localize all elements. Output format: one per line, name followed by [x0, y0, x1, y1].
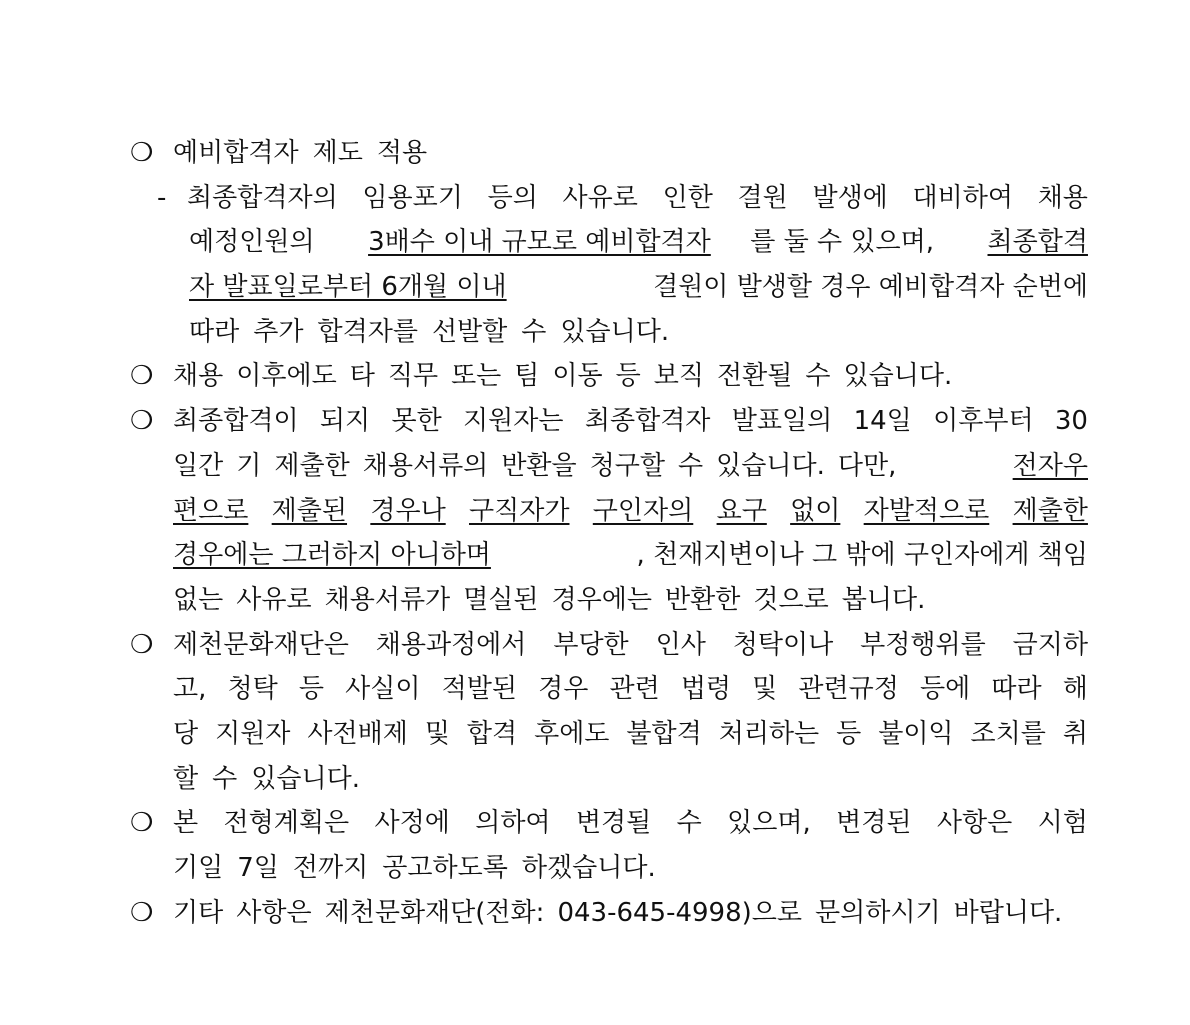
- word: 따라: [991, 674, 1042, 705]
- word: 당: [173, 718, 199, 749]
- word: 제출한: [274, 450, 350, 481]
- word: 최종합격이: [173, 406, 299, 437]
- word: 고,: [173, 674, 207, 705]
- sec1-text-4: [189, 310, 669, 355]
- word: 수: [521, 316, 547, 347]
- bullet-icon: ❍: [130, 897, 154, 928]
- word: 할: [173, 763, 199, 794]
- sec3-text-2: [173, 444, 1088, 489]
- word: 30: [1054, 406, 1088, 437]
- word: 해: [1062, 674, 1088, 705]
- sec1-underline-3: 자 발표일로부터 6개월 이내: [189, 272, 507, 303]
- document-body: [130, 131, 1088, 935]
- word: 타: [349, 361, 375, 392]
- bullet-icon: ❍: [130, 406, 154, 437]
- sec3-text-4b: , 천재지변이나 그 밖에 구인자에게 책임: [636, 540, 1088, 571]
- word: 등에: [920, 674, 971, 705]
- word: 없는: [173, 584, 224, 615]
- bullet-icon: ❍: [130, 138, 154, 168]
- word: 14일: [853, 406, 912, 437]
- sec3-line-2: [130, 444, 1088, 489]
- word: 합격: [466, 718, 518, 749]
- word: 있습니다.: [843, 361, 953, 392]
- sec5-text-1: [173, 801, 1088, 846]
- sec4-line-2: [130, 667, 1088, 712]
- word: 경우나: [370, 495, 446, 526]
- sec2-line-1: [130, 354, 1088, 399]
- word: 지원자는: [463, 406, 564, 437]
- word: 이후부터: [933, 406, 1034, 437]
- word: 있습니다.: [251, 763, 360, 794]
- sec1-text-2a: 예정인원의: [189, 227, 315, 258]
- sec6-text-1: [173, 891, 1062, 936]
- sec1-text-3: [189, 265, 1088, 310]
- sec3-underline-1: 전자우: [1012, 450, 1088, 481]
- word: 구직자가: [469, 495, 570, 526]
- word: 불합격: [626, 718, 702, 749]
- sec1-heading-line: [130, 131, 1088, 176]
- word: 일간: [173, 450, 224, 481]
- bullet-icon: ❍: [130, 629, 154, 660]
- word: 등: [298, 674, 324, 705]
- word: 후에도: [534, 718, 610, 749]
- word: 관련: [609, 674, 660, 705]
- word: 또는: [451, 361, 502, 392]
- word: 사항은: [236, 897, 312, 928]
- word: 등: [836, 718, 862, 749]
- word: 본: [173, 808, 199, 839]
- sec3-text-4: [173, 533, 1088, 578]
- word: 시험: [1037, 808, 1088, 839]
- word: 최종합격자의: [187, 182, 338, 213]
- word: 따라: [189, 316, 240, 347]
- word: 변경된: [836, 808, 912, 839]
- sec1-line-1: [130, 176, 1088, 221]
- word: 기: [236, 450, 262, 481]
- sec3-underline-2: [173, 489, 1088, 534]
- word: 직무: [387, 361, 439, 392]
- word: 기일: [173, 853, 224, 883]
- sec3-underline-3: 경우에는 그러하지 아니하며: [173, 540, 491, 571]
- word: 부정행위를: [860, 629, 986, 660]
- bullet-icon: ❍: [130, 361, 154, 392]
- sec4-text-2: [173, 667, 1088, 712]
- word: 지원자: [215, 718, 291, 749]
- sec1-underline-1: 3배수 이내 규모로 예비합격자: [368, 227, 711, 258]
- word: 수: [678, 450, 704, 481]
- word: 및: [752, 674, 778, 705]
- word: 발생에: [812, 182, 888, 213]
- sec6-line-1: [130, 891, 1088, 936]
- word: 되지: [319, 406, 371, 437]
- sec4-line-1: [130, 623, 1088, 668]
- sec1-heading: [173, 131, 427, 176]
- word: 사정에: [374, 808, 450, 839]
- word: 반환한: [665, 584, 741, 615]
- word: 불이익: [878, 718, 954, 749]
- word: 예비합격자: [173, 138, 299, 168]
- word: 사유로: [236, 584, 312, 615]
- word: 채용: [1037, 182, 1088, 213]
- word: 사실이: [345, 674, 421, 705]
- word: 하겠습니다.: [521, 853, 656, 883]
- word: 것으로: [753, 584, 829, 615]
- sec3-text-2a: [173, 444, 896, 489]
- sec3-line-1: [130, 399, 1088, 444]
- word: 조치를: [970, 718, 1046, 749]
- word: 바랍니다.: [953, 897, 1063, 928]
- sec3-text-1: [173, 399, 1088, 444]
- bullet-icon: ❍: [130, 808, 154, 839]
- word: 이동: [552, 361, 603, 392]
- sec1-text-2b: 를 둘 수 있으며,: [750, 227, 935, 258]
- word: 최종합격자: [584, 406, 711, 437]
- word: 수: [676, 808, 702, 839]
- sec1-text-2: [189, 220, 1088, 265]
- word: 편으로: [173, 495, 249, 526]
- word: 등의: [487, 182, 538, 213]
- word: 수: [212, 763, 238, 794]
- word: 사전배제: [307, 718, 408, 749]
- dash-marker: -: [157, 182, 167, 213]
- word: 적발된: [441, 674, 517, 705]
- word: 요구: [716, 495, 767, 526]
- word: 제천문화재단은: [173, 629, 349, 660]
- sec3-text-5: [173, 578, 925, 623]
- word: 채용서류가: [324, 584, 451, 615]
- sec1-line-2: [130, 220, 1088, 265]
- word: 7일: [237, 853, 279, 883]
- sec4-line-3: [130, 712, 1088, 757]
- word: 구인자의: [592, 495, 694, 526]
- word: 대비하여: [912, 182, 1013, 213]
- word: 수: [805, 361, 831, 392]
- word: 채용과정에서: [375, 629, 527, 660]
- word: 있으며,: [727, 808, 811, 839]
- word: 제도: [312, 138, 363, 168]
- word: 제출한: [1012, 495, 1088, 526]
- word: 합격자를: [317, 316, 418, 347]
- word: 043-645-4998)으로: [557, 897, 802, 928]
- word: 청탁이나: [732, 629, 834, 660]
- word: 변경될: [575, 808, 652, 839]
- word: 법령: [680, 674, 732, 705]
- word: 청탁: [227, 674, 278, 705]
- sec4-text-3: [173, 712, 1088, 757]
- sec3-line-3: [130, 489, 1088, 534]
- word: 채용서류의: [362, 450, 489, 481]
- word: 팀: [514, 361, 540, 392]
- sec4-text-1: [173, 623, 1088, 668]
- word: 임용포기: [362, 182, 463, 213]
- word: 멸실된: [463, 584, 539, 615]
- sec2-text-1: [173, 354, 952, 399]
- word: 채용: [173, 361, 224, 392]
- sec1-underline-2: 최종합격: [987, 227, 1088, 258]
- sec4-text-4: [173, 757, 360, 802]
- word: 금지하: [1012, 629, 1088, 660]
- word: 전까지: [292, 853, 369, 883]
- word: 관련규정: [798, 674, 899, 705]
- word: 자발적으로: [863, 495, 990, 526]
- sec3-line-4: [130, 533, 1088, 578]
- word: 취: [1062, 718, 1088, 749]
- word: 제천문화재단(전화:: [324, 897, 545, 928]
- word: 청구할: [589, 450, 666, 481]
- word: 의하여: [475, 808, 551, 839]
- word: 있습니다.: [560, 316, 670, 347]
- word: 경우: [538, 674, 589, 705]
- word: 없이: [790, 495, 841, 526]
- word: 사유로: [562, 182, 638, 213]
- sec1-line-4: [130, 310, 1088, 355]
- word: 처리하는: [718, 718, 820, 749]
- word: 문의하시기: [815, 897, 941, 928]
- word: 적용: [376, 138, 428, 168]
- sec4-line-4: [130, 757, 1088, 802]
- word: 추가: [253, 316, 304, 347]
- word: 제출된: [271, 495, 348, 526]
- word: 발표일의: [731, 406, 833, 437]
- word: 전형계획은: [223, 808, 350, 839]
- word: 등: [615, 361, 641, 392]
- word: 경우에는: [551, 584, 653, 615]
- word: 봅니다.: [841, 584, 926, 615]
- word: 공고하도록: [382, 853, 508, 883]
- word: 및: [424, 718, 450, 749]
- word: 다만,: [837, 450, 897, 481]
- sec5-line-2: [130, 846, 1088, 891]
- word: 반환을: [501, 450, 577, 481]
- word: 결원: [737, 182, 788, 213]
- word: 인한: [662, 182, 713, 213]
- word: 있습니다.: [716, 450, 825, 481]
- sec5-line-1: [130, 801, 1088, 846]
- word: 이후에도: [236, 361, 337, 392]
- sec1-text-3b: 결원이 발생할 경우 예비합격자 순번에: [653, 272, 1088, 303]
- sec5-text-2: [173, 846, 656, 891]
- word: 전환될: [717, 361, 793, 392]
- word: 인사: [655, 629, 706, 660]
- word: 선발할: [431, 316, 508, 347]
- sec1-text-1: [187, 176, 1088, 221]
- sec1-line-3: [130, 265, 1088, 310]
- word: 못한: [391, 406, 442, 437]
- word: 보직: [653, 361, 705, 392]
- word: 기타: [173, 897, 224, 928]
- sec3-line-5: [130, 578, 1088, 623]
- word: 사항은: [936, 808, 1013, 839]
- word: 부당한: [553, 629, 629, 660]
